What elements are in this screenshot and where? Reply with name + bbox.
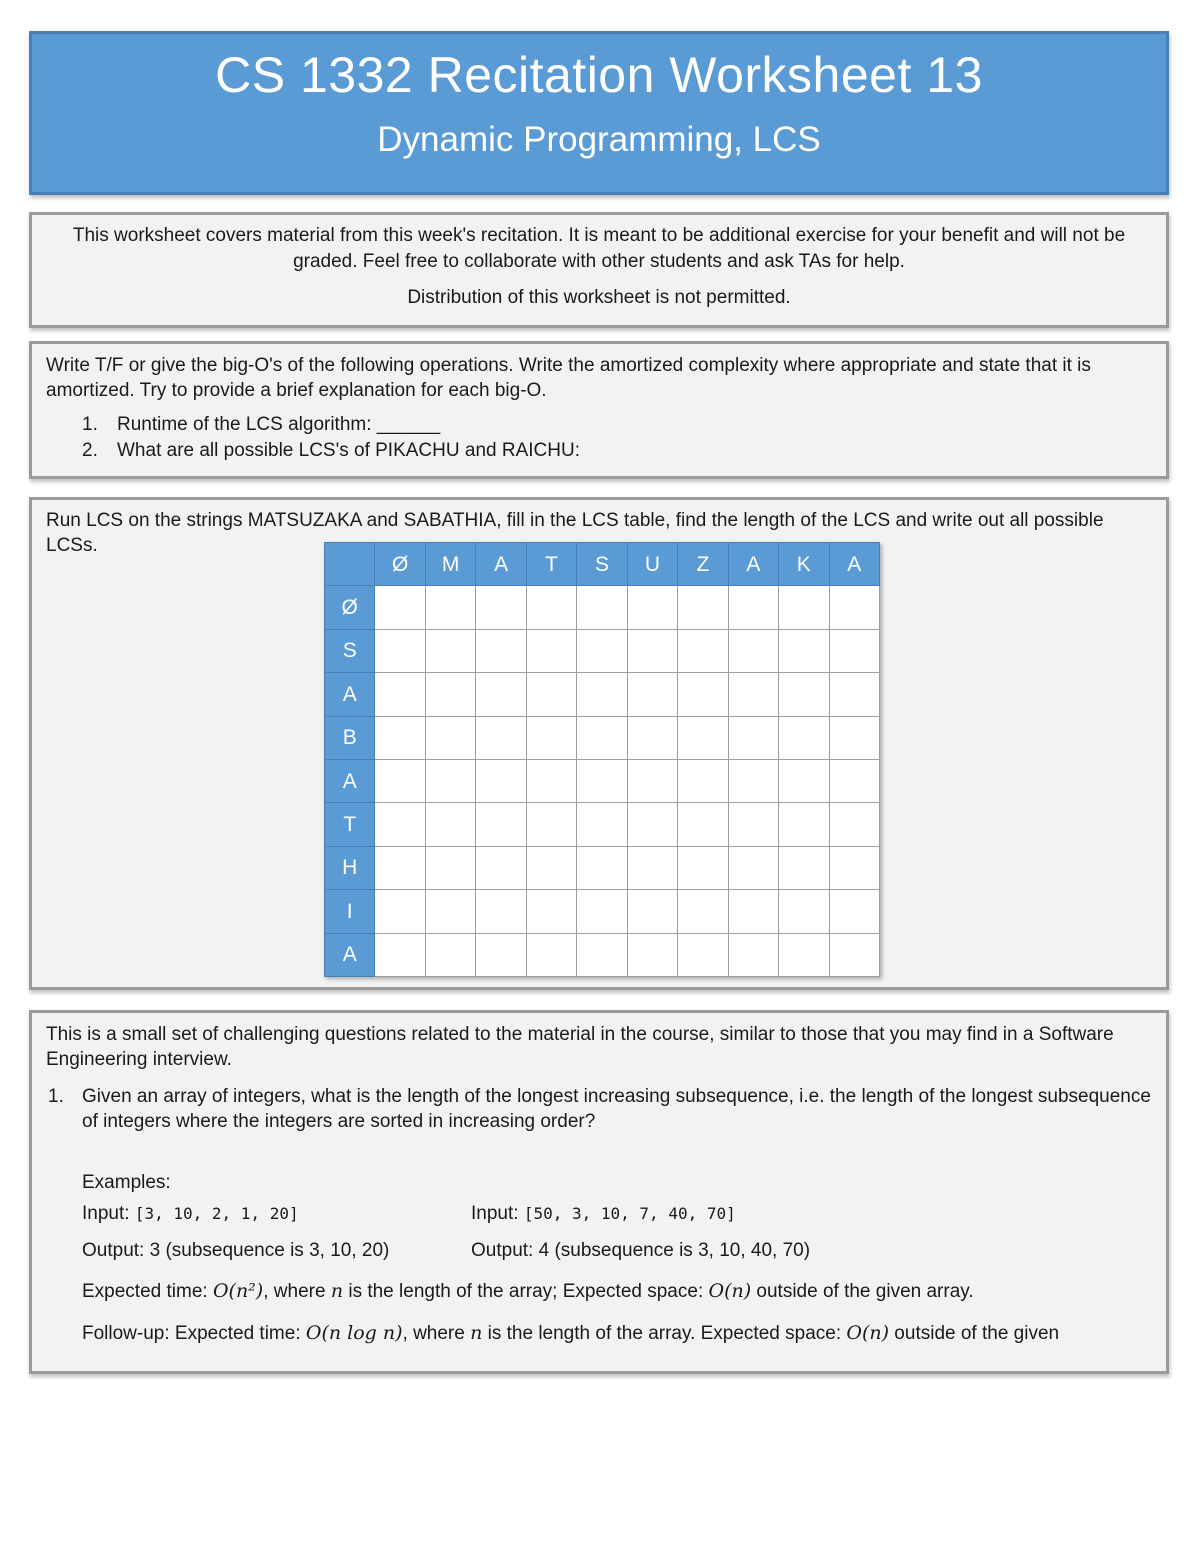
lcs-cell[interactable] — [728, 586, 778, 629]
lcs-cell[interactable] — [476, 846, 526, 889]
lcs-cell[interactable] — [779, 716, 829, 759]
lcs-cell[interactable] — [829, 629, 879, 672]
lcs-cell[interactable] — [678, 586, 728, 629]
lcs-header-row — [325, 543, 880, 586]
lcs-col-header: M — [425, 543, 475, 586]
followup-mid: , where — [402, 1323, 471, 1344]
followup-time: O(n log n) — [305, 1322, 403, 1344]
lcs-cell[interactable] — [476, 759, 526, 802]
interview-question — [46, 1084, 1152, 1353]
expected-prefix: Expected time: — [82, 1281, 213, 1302]
lcs-cell[interactable] — [375, 716, 425, 759]
lcs-cell[interactable] — [728, 803, 778, 846]
lcs-row-header: I — [325, 890, 375, 933]
expected-suffix: outside of the given array. — [751, 1281, 974, 1302]
lcs-cell[interactable] — [627, 803, 677, 846]
lcs-row — [325, 586, 880, 629]
lcs-row-header: H — [325, 846, 375, 889]
example-2-output: Output: 4 (subsequence is 3, 10, 40, 70) — [471, 1240, 811, 1261]
lcs-cell[interactable] — [779, 803, 829, 846]
lcs-cell[interactable] — [829, 673, 879, 716]
lcs-cell[interactable] — [526, 759, 576, 802]
lcs-cell[interactable] — [728, 716, 778, 759]
lcs-cell[interactable] — [375, 846, 425, 889]
lcs-cell[interactable] — [577, 890, 627, 933]
input-label: Input: — [471, 1203, 524, 1224]
lcs-table-wrapper — [324, 542, 880, 977]
lcs-cell[interactable] — [375, 803, 425, 846]
lcs-cell[interactable] — [728, 673, 778, 716]
lcs-row — [325, 933, 880, 976]
lcs-cell[interactable] — [425, 803, 475, 846]
lcs-cell[interactable] — [829, 890, 879, 933]
lcs-cell[interactable] — [627, 673, 677, 716]
lcs-cell[interactable] — [678, 933, 728, 976]
n-variable: n — [330, 1280, 344, 1302]
interview-intro: This is a small set of challenging questions related to the material in the course, similar to those that you may find in a Software Engineering interview. — [46, 1024, 1114, 1070]
example-2-array: [50, 3, 10, 7, 40, 70] — [523, 1204, 736, 1223]
lcs-cell[interactable] — [728, 933, 778, 976]
question-number: 1. — [48, 1086, 64, 1107]
page-title: CS 1332 Recitation Worksheet 13 — [215, 47, 983, 103]
lcs-col-header: A — [728, 543, 778, 586]
lcs-cell[interactable] — [627, 586, 677, 629]
lcs-cell[interactable] — [728, 890, 778, 933]
lcs-cell[interactable] — [627, 716, 677, 759]
lcs-cell[interactable] — [526, 890, 576, 933]
lcs-cell[interactable] — [425, 890, 475, 933]
lcs-cell[interactable] — [526, 846, 576, 889]
lcs-cell[interactable] — [728, 846, 778, 889]
worksheet-header — [29, 31, 1169, 195]
lcs-cell[interactable] — [678, 890, 728, 933]
lcs-row — [325, 629, 880, 672]
lcs-cell[interactable] — [829, 846, 879, 889]
lcs-cell[interactable] — [375, 890, 425, 933]
big-o-prompt: Write T/F or give the big-O's of the following operations. Write the amortized complexity where appropriate and state that it is amortized. Try to provide a brief explanation for each big-O. — [46, 355, 1091, 401]
example-1-input — [82, 1195, 299, 1232]
lcs-cell[interactable] — [425, 759, 475, 802]
lcs-cell[interactable] — [476, 586, 526, 629]
example-1-array: [3, 10, 2, 1, 20] — [134, 1204, 299, 1223]
lcs-cell[interactable] — [627, 933, 677, 976]
lcs-row — [325, 716, 880, 759]
lcs-cell[interactable] — [476, 890, 526, 933]
lcs-cell[interactable] — [678, 803, 728, 846]
input-label: Input: — [82, 1203, 135, 1224]
expected-time: O(n²) — [212, 1280, 264, 1302]
lcs-cell[interactable] — [779, 846, 829, 889]
lcs-cell[interactable] — [728, 629, 778, 672]
expected-mid: , where — [263, 1281, 331, 1302]
item-text: Runtime of the LCS algorithm: ______ — [117, 414, 441, 435]
lcs-col-header: Ø — [375, 543, 425, 586]
list-item — [46, 412, 1152, 438]
example-input-row — [82, 1195, 1152, 1232]
lcs-col-header: A — [476, 543, 526, 586]
lcs-cell[interactable] — [779, 629, 829, 672]
lcs-col-header: K — [779, 543, 829, 586]
lcs-cell[interactable] — [526, 716, 576, 759]
followup-complexity — [82, 1314, 1152, 1353]
big-o-section — [29, 341, 1169, 479]
lcs-cell[interactable] — [577, 586, 627, 629]
lcs-col-header: A — [829, 543, 879, 586]
examples-label: Examples: — [82, 1172, 171, 1193]
lcs-row-header: A — [325, 759, 375, 802]
intro-text: This worksheet covers material from this week's recitation. It is meant to be additional exercise for your benefit and will not be graded. Feel free to collaborate with other students and ask TAs for help. — [72, 225, 1126, 272]
n-variable: n — [470, 1322, 483, 1344]
lcs-row-header: S — [325, 629, 375, 672]
example-output-row — [82, 1232, 1152, 1269]
item-number: 2. — [82, 440, 98, 461]
lcs-col-header: T — [526, 543, 576, 586]
lcs-corner-cell — [325, 543, 375, 586]
lcs-cell[interactable] — [829, 759, 879, 802]
lcs-row-header: B — [325, 716, 375, 759]
lcs-cell[interactable] — [728, 759, 778, 802]
lcs-cell[interactable] — [577, 629, 627, 672]
lcs-cell[interactable] — [577, 673, 627, 716]
lcs-cell[interactable] — [627, 846, 677, 889]
lcs-cell[interactable] — [627, 629, 677, 672]
lcs-section — [29, 497, 1169, 990]
lcs-cell[interactable] — [425, 716, 475, 759]
lcs-cell[interactable] — [779, 673, 829, 716]
lcs-cell[interactable] — [577, 803, 627, 846]
lcs-cell[interactable] — [375, 673, 425, 716]
followup-mid: is the length of the array. Expected space: — [482, 1323, 847, 1344]
lcs-cell[interactable] — [627, 890, 677, 933]
lcs-cell[interactable] — [829, 586, 879, 629]
lcs-cell[interactable] — [375, 629, 425, 672]
item-text: What are all possible LCS's of PIKACHU and RAICHU: — [117, 440, 580, 461]
lcs-cell[interactable] — [678, 716, 728, 759]
lcs-cell[interactable] — [476, 629, 526, 672]
lcs-col-header: S — [577, 543, 627, 586]
lcs-col-header: Z — [678, 543, 728, 586]
lcs-row-header: Ø — [325, 586, 375, 629]
lcs-row — [325, 890, 880, 933]
lcs-cell[interactable] — [779, 759, 829, 802]
lcs-cell[interactable] — [526, 933, 576, 976]
big-o-list — [46, 412, 1152, 464]
lcs-row-header: A — [325, 933, 375, 976]
lcs-row — [325, 803, 880, 846]
lcs-cell[interactable] — [829, 933, 879, 976]
lcs-cell[interactable] — [678, 673, 728, 716]
expected-complexity — [82, 1272, 1152, 1311]
lcs-cell[interactable] — [829, 716, 879, 759]
lcs-row — [325, 846, 880, 889]
lcs-cell[interactable] — [425, 629, 475, 672]
lcs-cell[interactable] — [375, 933, 425, 976]
lcs-row-header: A — [325, 673, 375, 716]
lcs-cell[interactable] — [476, 673, 526, 716]
lcs-cell[interactable] — [577, 759, 627, 802]
lcs-cell[interactable] — [779, 933, 829, 976]
distribution-notice: Distribution of this worksheet is not permitted. — [407, 287, 791, 308]
lcs-cell[interactable] — [577, 933, 627, 976]
lcs-col-header: U — [627, 543, 677, 586]
lcs-cell[interactable] — [526, 586, 576, 629]
lcs-cell[interactable] — [476, 803, 526, 846]
lcs-cell[interactable] — [425, 586, 475, 629]
lcs-prompt: Run LCS on the strings MATSUZAKA and SABATHIA, fill in the LCS table, find the length of the LCS and write out all possible LCSs. — [46, 510, 1104, 556]
lcs-row — [325, 673, 880, 716]
followup-space: O(n) — [846, 1322, 890, 1344]
lcs-cell[interactable] — [425, 846, 475, 889]
lcs-cell[interactable] — [526, 673, 576, 716]
interview-section — [29, 1010, 1169, 1374]
lcs-cell[interactable] — [779, 586, 829, 629]
lcs-cell[interactable] — [678, 629, 728, 672]
lcs-cell[interactable] — [779, 890, 829, 933]
lcs-cell[interactable] — [425, 673, 475, 716]
lcs-row-header: T — [325, 803, 375, 846]
example-2-input — [471, 1195, 736, 1232]
lcs-cell[interactable] — [577, 846, 627, 889]
lcs-cell[interactable] — [476, 716, 526, 759]
list-item — [46, 438, 1152, 464]
lcs-cell[interactable] — [829, 803, 879, 846]
lcs-cell[interactable] — [678, 846, 728, 889]
lcs-cell[interactable] — [476, 933, 526, 976]
expected-space: O(n) — [708, 1280, 752, 1302]
question-text: Given an array of integers, what is the length of the longest increasing subsequence, i.e. the length of the longest subsequence of integers where the integers are sorted in increasing order? — [82, 1086, 1151, 1132]
example-1-output: Output: 3 (subsequence is 3, 10, 20) — [82, 1240, 390, 1261]
lcs-cell[interactable] — [678, 759, 728, 802]
followup-prefix: Follow-up: Expected time: — [82, 1323, 306, 1344]
lcs-cell[interactable] — [577, 716, 627, 759]
lcs-cell[interactable] — [526, 803, 576, 846]
lcs-cell[interactable] — [425, 933, 475, 976]
lcs-cell[interactable] — [375, 759, 425, 802]
lcs-row — [325, 759, 880, 802]
page-subtitle: Dynamic Programming, LCS — [377, 120, 821, 159]
expected-mid: is the length of the array; Expected space: — [343, 1281, 709, 1302]
lcs-cell[interactable] — [375, 586, 425, 629]
lcs-table — [324, 542, 880, 977]
item-number: 1. — [82, 414, 98, 435]
lcs-cell[interactable] — [627, 759, 677, 802]
intro-box — [29, 212, 1169, 328]
lcs-cell[interactable] — [526, 629, 576, 672]
followup-suffix: outside of the given — [889, 1323, 1060, 1344]
